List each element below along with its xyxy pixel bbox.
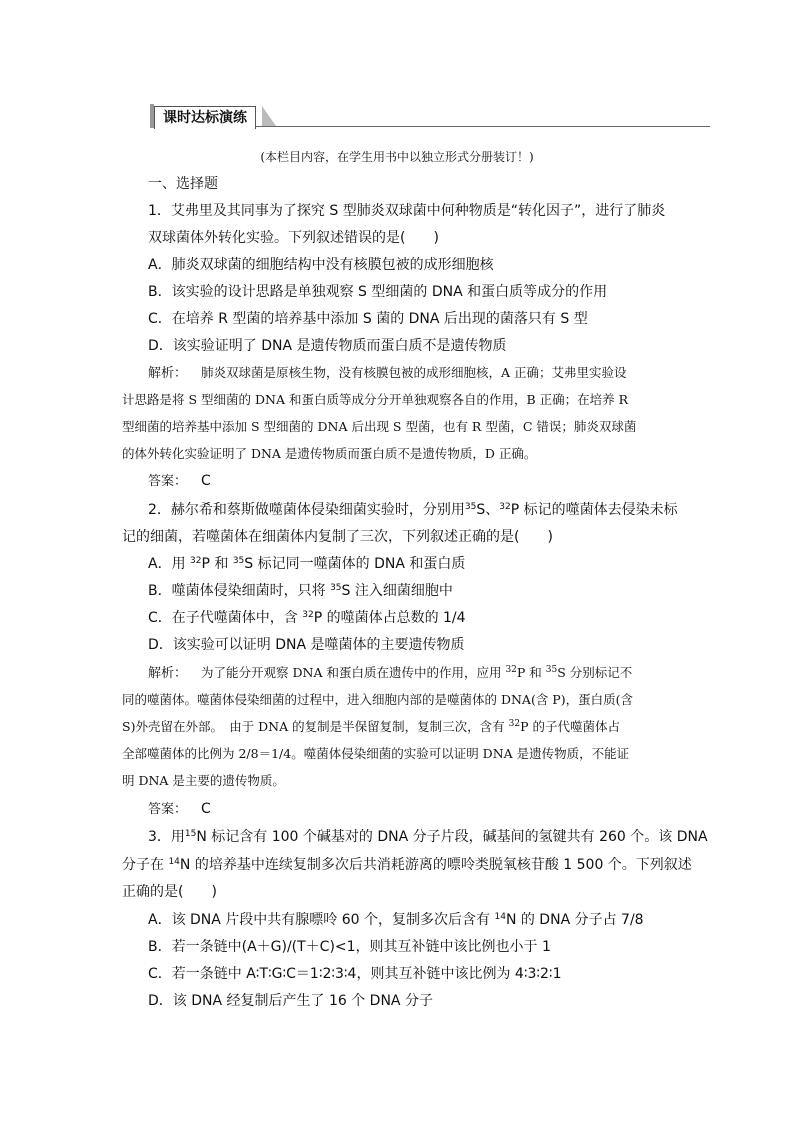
q2-stem-text-a: 2．赫尔希和蔡斯做噬菌体侵染细菌实验时，分别用 [148, 502, 465, 518]
q2-stem-text-b: S、 [476, 502, 500, 518]
q2-option-a-text-3: S 标记同一噬菌体的 DNA 和蛋白质 [244, 556, 466, 572]
q3-stem-line-1 [148, 828, 708, 846]
q2-explanation-text-1c: S 分别标记不 [557, 665, 633, 680]
q3-stem-text-1b: N 标记含有 100 个碱基对的 DNA 分子片段，碱基间的氢键共有 260 个。该 DNA [196, 829, 708, 845]
q1-option-b: B．该实验的设计思路是单独观察 S 型细菌的 DNA 和蛋白质等成分的作用 [148, 284, 608, 300]
q1-stem-line-1: 1．艾弗里及其同事为了探究 S 型肺炎双球菌中何种物质是“转化因子”，进行了肺炎 [148, 203, 666, 219]
q2-option-b-text-1: B．噬菌体侵染细菌时，只将 [148, 583, 331, 599]
q1-answer-line [148, 472, 211, 491]
q2-stem-text-c: P 标记的噬菌体去侵染未标 [510, 502, 678, 518]
q2-option-a-text-1: A．用 [148, 556, 191, 572]
q2-option-a [148, 555, 465, 573]
q2-explanation-text-3b: P 的子代噬菌体占 [520, 719, 620, 734]
header-tab-tail [262, 106, 276, 126]
q2-explanation-line-2: 同的噬菌体。噬菌体侵染细菌的过程中，进入细胞内部的是噬菌体的 DNA(含 P)，蛋白质(含 [122, 692, 633, 707]
q2-sup-35: 35 [464, 502, 477, 512]
q3-stem-line-2 [122, 856, 692, 874]
q2-answer-line [148, 800, 211, 819]
q2-option-b-sup: 35 [330, 583, 342, 593]
section-title: 课时达标演练 [154, 106, 256, 129]
q2-explanation-text-1a: 为了能分开观察 DNA 和蛋白质在遗传中的作用，应用 [201, 665, 506, 680]
q2-explanation-line-3 [122, 718, 620, 736]
q1-answer: C [201, 473, 211, 489]
q2-option-a-sup-2: 35 [232, 556, 245, 566]
q3-option-a [148, 911, 644, 929]
q2-answer: C [201, 801, 211, 817]
q3-option-d: D．该 DNA 经复制后产生了 16 个 DNA 分子 [148, 993, 433, 1009]
q2-explanation-text-1b: P 和 [516, 665, 546, 680]
q2-stem-line-1 [148, 501, 678, 519]
q2-explanation-line-4: 全部噬菌体的比例为 2/8＝1/4。噬菌体侵染细菌的实验可以证明 DNA 是遗传物质，不能证 [122, 746, 630, 761]
q2-option-a-sup-1: 32 [190, 556, 202, 566]
q2-explanation-label: 解析： [148, 666, 188, 681]
q2-explanation-sup-3: 32 [508, 719, 521, 729]
q3-stem-text-2b: N 的培养基中连续复制多次后共消耗游离的嘌呤类脱氧核苷酸 1 500 个。下列叙述 [179, 857, 692, 873]
q2-explanation-line-1 [148, 664, 632, 683]
q2-option-c-sup: 32 [302, 610, 314, 620]
q2-option-d: D．该实验可以证明 DNA 是噬菌体的主要遗传物质 [148, 637, 465, 653]
q1-option-a: A．肺炎双球菌的细胞结构中没有核膜包被的成形细胞核 [148, 257, 494, 273]
q2-stem-line-2: 记的细菌，若噬菌体在细菌体内复制了三次，下列叙述正确的是( ) [122, 529, 553, 545]
q2-answer-label: 答案： [148, 802, 188, 817]
q3-sup-15: 15 [184, 829, 197, 839]
binding-note: (本栏目内容，在学生用书中以独立形式分册装订！) [260, 150, 534, 164]
q3-stem-text-1a: 3．用 [148, 829, 185, 845]
q2-option-c-text-1: C．在子代噬菌体中，含 [148, 610, 303, 626]
q2-explanation-sup-1: 32 [505, 665, 517, 675]
q3-option-b: B．若一条链中(A＋G)/(T＋C)<1，则其互补链中该比例也小于 1 [148, 939, 551, 955]
q1-explanation-line-1 [148, 364, 627, 383]
q1-explanation-line-2: 计思路是将 S 型细菌的 DNA 和蛋白质等成分分开单独观察各自的作用，B 正确；在培养 R [122, 392, 628, 407]
section-header [150, 104, 710, 130]
part-heading: 一、选择题 [148, 176, 218, 192]
q1-explanation-line-3: 型细菌的培养基中添加 S 型细菌的 DNA 后出现 S 型菌，也有 R 型菌，C 错误；肺炎双球菌 [122, 419, 637, 434]
q3-stem-line-3: 正确的是( ) [122, 884, 217, 900]
q3-option-c: C．若一条链中 A∶T∶G∶C＝1∶2∶3∶4，则其互补链中该比例为 4∶3∶2∶1 [148, 966, 562, 982]
q1-explanation-text-1: 肺炎双球菌是原核生物，没有核膜包被的成形细胞核，A 正确；艾弗里实验设 [201, 365, 627, 380]
q2-option-c-text-2: P 的噬菌体占总数的 1/4 [313, 610, 466, 626]
q1-answer-label: 答案： [148, 474, 188, 489]
q2-explanation-text-3a: S)外壳留在外部。 由于 DNA 的复制是半保留复制，复制三次，含有 [122, 719, 509, 734]
q1-explanation-line-4: 的体外转化实验证明了 DNA 是遗传物质而蛋白质不是遗传物质，D 正确。 [122, 446, 537, 461]
q1-option-c: C．在培养 R 型菌的培养基中添加 S 菌的 DNA 后出现的菌落只有 S 型 [148, 311, 588, 327]
q2-explanation-sup-2: 35 [545, 665, 558, 675]
q3-option-a-text-1: A．该 DNA 片段中共有腺嘌呤 60 个，复制多次后含有 [148, 912, 495, 928]
q2-option-b-text-2: S 注入细菌细胞中 [341, 583, 453, 599]
q2-sup-32: 32 [499, 502, 511, 512]
q1-option-d: D．该实验证明了 DNA 是遗传物质而蛋白质不是遗传物质 [148, 338, 507, 354]
q2-option-c [148, 609, 466, 627]
q3-stem-text-2a: 分子在 [122, 857, 169, 873]
q1-stem-line-2: 双球菌体外转化实验。下列叙述错误的是( ) [148, 230, 439, 246]
q3-option-a-text-2: N 的 DNA 分子占 7/8 [505, 912, 644, 928]
q1-explanation-label: 解析： [148, 366, 188, 381]
q2-option-a-text-2: P 和 [201, 556, 233, 572]
q2-option-b [148, 582, 453, 600]
q3-sup-14: 14 [168, 857, 180, 867]
q2-explanation-line-5: 明 DNA 是主要的遗传物质。 [122, 773, 285, 788]
q3-option-a-sup: 14 [494, 912, 506, 922]
